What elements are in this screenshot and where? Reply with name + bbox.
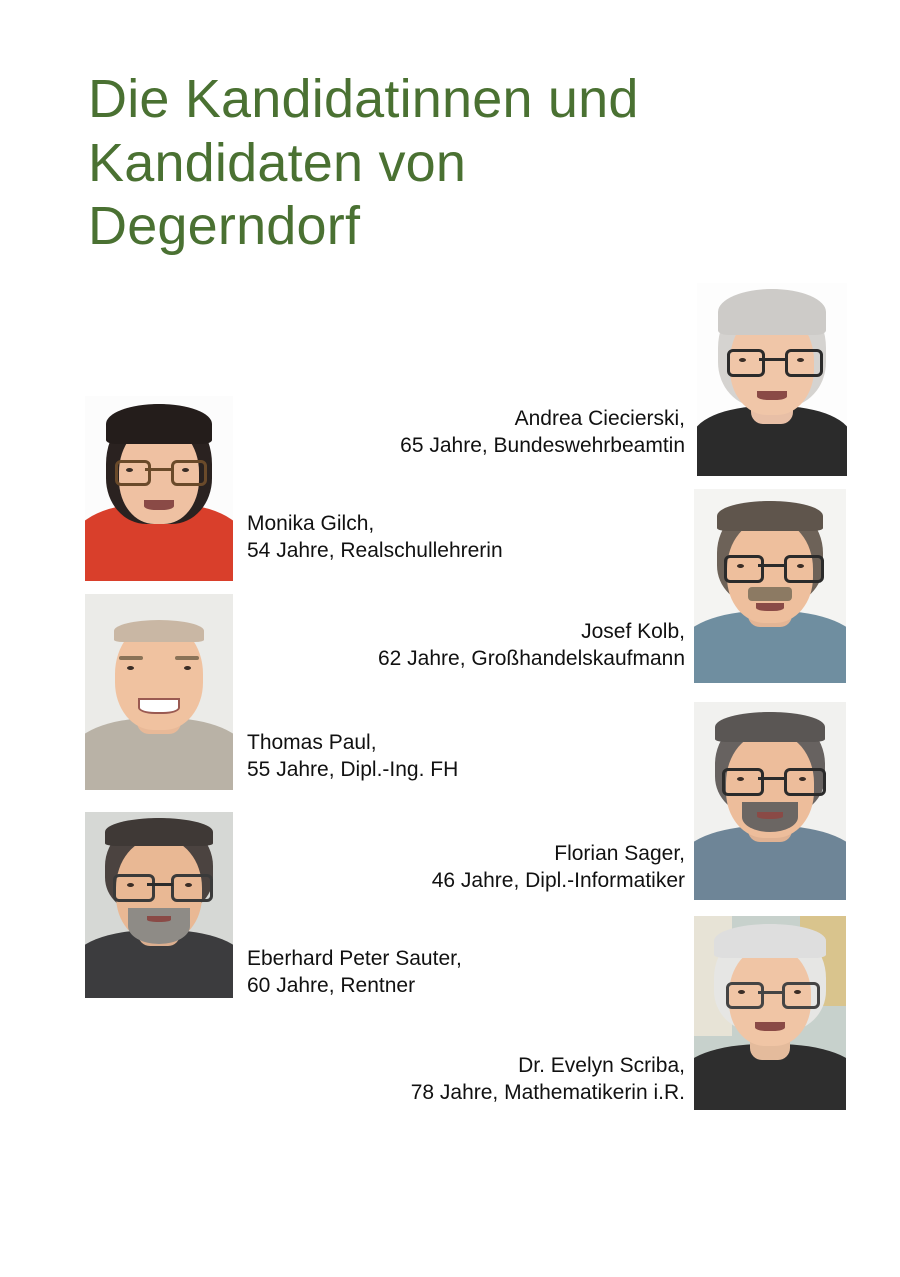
portrait-andrea-ciecierski [697, 283, 847, 476]
caption-monika-gilch [247, 511, 727, 565]
candidate-name: Dr. Evelyn Scriba, [518, 1054, 685, 1077]
portrait-florian-sager [694, 702, 846, 900]
candidate-name: Eberhard Peter Sauter, [247, 947, 462, 970]
candidate-name: Josef Kolb, [581, 620, 685, 643]
candidate-name: Andrea Ciecierski, [514, 407, 685, 430]
candidate-details: 55 Jahre, Dipl.-Ing. FH [247, 757, 459, 781]
caption-eberhard-peter-sauter [247, 946, 727, 1000]
caption-florian-sager [180, 841, 685, 895]
candidate-details: 62 Jahre, Großhandelskaufmann [377, 646, 685, 670]
candidate-details: 78 Jahre, Mathematikerin i.R. [410, 1080, 685, 1104]
page-title-line-3: Degerndorf [88, 196, 361, 257]
portrait-josef-kolb [694, 489, 846, 683]
portrait-monika-gilch [85, 396, 233, 581]
page-title-line-2: Kandidaten von [88, 132, 467, 193]
candidate-details: 54 Jahre, Realschullehrerin [247, 538, 503, 562]
portrait-dr-evelyn-scriba [694, 916, 846, 1110]
candidate-details: 65 Jahre, Bundeswehrbeamtin [400, 433, 685, 457]
caption-josef-kolb [180, 619, 685, 673]
candidate-details: 46 Jahre, Dipl.-Informatiker [431, 868, 685, 892]
caption-andrea-ciecierski [180, 406, 685, 460]
candidate-name: Thomas Paul, [247, 731, 377, 754]
candidate-name: Florian Sager, [554, 842, 685, 865]
caption-thomas-paul [247, 730, 727, 784]
page-title [88, 68, 788, 259]
portrait-eberhard-peter-sauter [85, 812, 233, 998]
portrait-thomas-paul [85, 594, 233, 790]
caption-dr-evelyn-scriba [180, 1053, 685, 1107]
page-title-line-1: Die Kandidatinnen und [88, 69, 639, 129]
candidate-details: 60 Jahre, Rentner [247, 973, 416, 997]
candidate-name: Monika Gilch, [247, 512, 375, 535]
